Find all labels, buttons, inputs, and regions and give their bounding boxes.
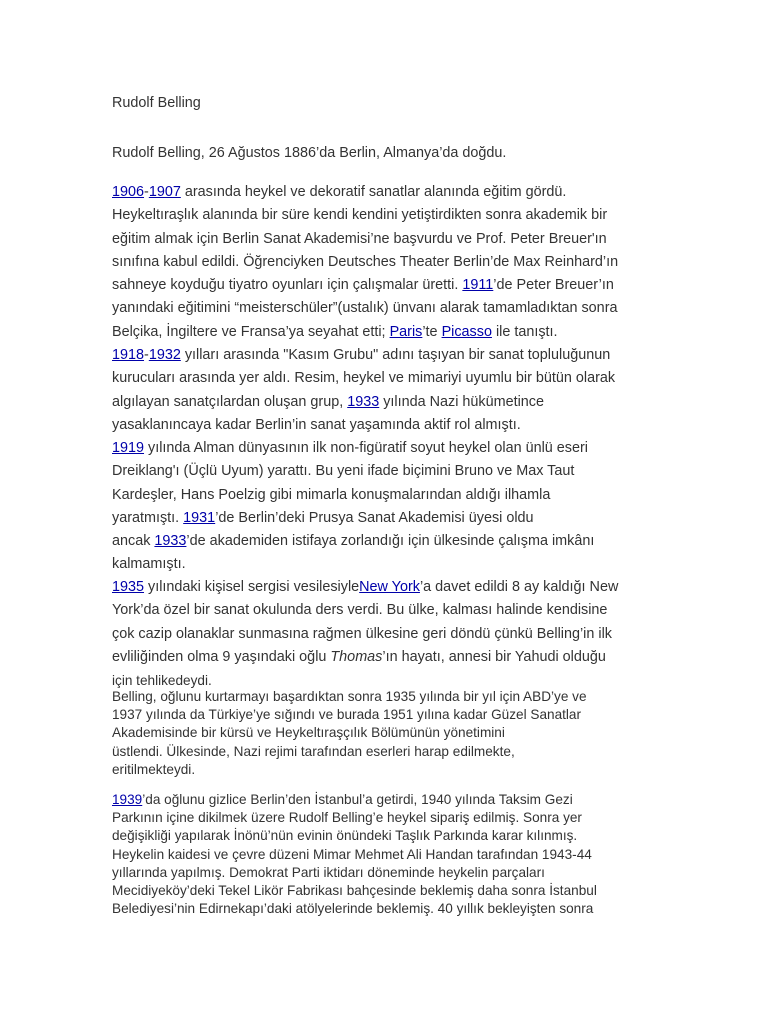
- link-year-1939[interactable]: 1939: [112, 792, 143, 807]
- link-year-1931[interactable]: 1931: [183, 509, 216, 526]
- link-new-york[interactable]: New York: [359, 579, 420, 595]
- paragraph-education: 1906-1907 arasında heykel ve dekoratif sanatlar alanında eğitim gördü. Heykeltıraşlık alanında bir süre kendi kendini yetiştirdikten sonra akademik bir eğitim almak için Berlin Sanat Akademisi’ne başvurdu ve Prof. Peter Breuer'ın sınıfına kabul edildi. Öğrenciyken Deutsches Theater Berlin’de Max Reinhard’ın sahneye koyduğu tiyatro oyunları için çalışmalar üretti. 1911’de Peter Breuer’ın yanındaki eğitimini “meisterschüler”(ustalık) ünvanı alarak tamamladıktan sonra Belçika, İngiltere ve Fransa’ya seyahat etti; Paris’te Picasso ile tanıştı.: [112, 184, 619, 340]
- name-thomas: Thomas: [330, 648, 383, 665]
- paragraph-new-york: 1935 yılındaki kişisel sergisi vesilesiyleNew York’a davet edildi 8 ay kaldığı New York’da özel bir sanat okulunda ders verdi. Bu ülke, kalması halinde kendisine çok cazip olanaklar sunmasına rağmen ülkesine geri döndü çünkü Belling’in ilk evliliğinden olma 9 yaşındaki oğlu Thomas’ın hayatı, annesi bir Yahudi olduğu: [112, 579, 619, 665]
- link-year-1918[interactable]: 1918: [112, 347, 145, 363]
- link-year-1935[interactable]: 1935: [112, 579, 145, 595]
- link-year-1906[interactable]: 1906: [112, 184, 145, 200]
- paragraph-kasim-grubu: 1918-1932 yılları arasında "Kasım Grubu" adını taşıyan bir sanat topluluğunun kurucuları arasında yer aldı. Resim, heykel ve mimariyi uyumlu bir bütün olarak algılayan sanatçılardan oluşan grup, 1933 yılında Nazi hükümetince yasaklanıncaya kadar Berlin’in sanat yaşamında aktif rol almıştı.: [112, 347, 616, 433]
- link-year-1919[interactable]: 1919: [112, 440, 145, 456]
- link-picasso[interactable]: Picasso: [441, 323, 492, 340]
- link-year-1933-second[interactable]: 1933: [154, 533, 187, 550]
- link-year-1911[interactable]: 1911: [462, 277, 494, 294]
- link-year-1907[interactable]: 1907: [148, 184, 181, 200]
- document-title: Rudolf Belling: [112, 95, 201, 111]
- link-year-1933[interactable]: 1933: [347, 393, 380, 410]
- link-year-1932[interactable]: 1932: [148, 347, 181, 363]
- link-paris[interactable]: Paris: [389, 323, 423, 340]
- paragraph-turkey: Belling, oğlunu kurtarmayı başardıktan sonra 1935 yılında bir yıl için ABD’ye ve 1937 yılında da Türkiye’ye sığındı ve burada 1951 yılına kadar Güzel Sanatlar Akademisinde bir kürsü ve Heykeltıraşçılık Bölümünün yönetimini üstlendi. Ülkesinde, Nazi rejimi tarafından eserleri harap edilmekte, eritilmekteydi.: [112, 689, 587, 777]
- paragraph-istanbul-statue: 1939’da oğlunu gizlice Berlin’den İstanbul’a getirdi, 1940 yılında Taksim Gezi Parkının içine dikilmek üzere Rudolf Belling’e heykel sipariş edilmiş. Sonra yer değişikliği yapılarak İnönü’nün evinin önündeki Taşlık Parkında karar kılınmış. Heykelin kaidesi ve çevre düzeni Mimar Mehmet Ali Handan tarafından 1943-44 yıllarında yapılmış. Demokrat Parti iktidarı döneminde heykelin parçaları Mecidiyeköy’deki Tekel Likör Fabrikası bahçesinde beklemiş daha sonra İstanbul Belediyesi’nin Edirnekapı’daki atölyelerinde beklemiş. 40 yıllık bekleyişten sonra: [112, 792, 597, 917]
- paragraph-new-york-end: için tehlikedeydi.: [112, 673, 212, 688]
- paragraph-dreiklang: 1919 yılında Alman dünyasının ilk non-figüratif soyut heykel olan ünlü eseri Dreiklang'ı (Üçlü Uyum) yarattı. Bu yeni ifade biçimini Bruno ve Max Taut Kardeşler, Hans Poelzig gibi mimarla konuşmalarından aldığı ilhamla yaratmıştı. 1931’de Berlin’deki Prusya Sanat Akademisi üyesi oldu ancak 1933’de akademiden istifaya zorlandığı için ülkesinde çalışma imkânı kalmamıştı.: [112, 440, 595, 573]
- intro-paragraph: Rudolf Belling, 26 Ağustos 1886’da Berlin, Almanya’da doğdu.: [112, 145, 507, 161]
